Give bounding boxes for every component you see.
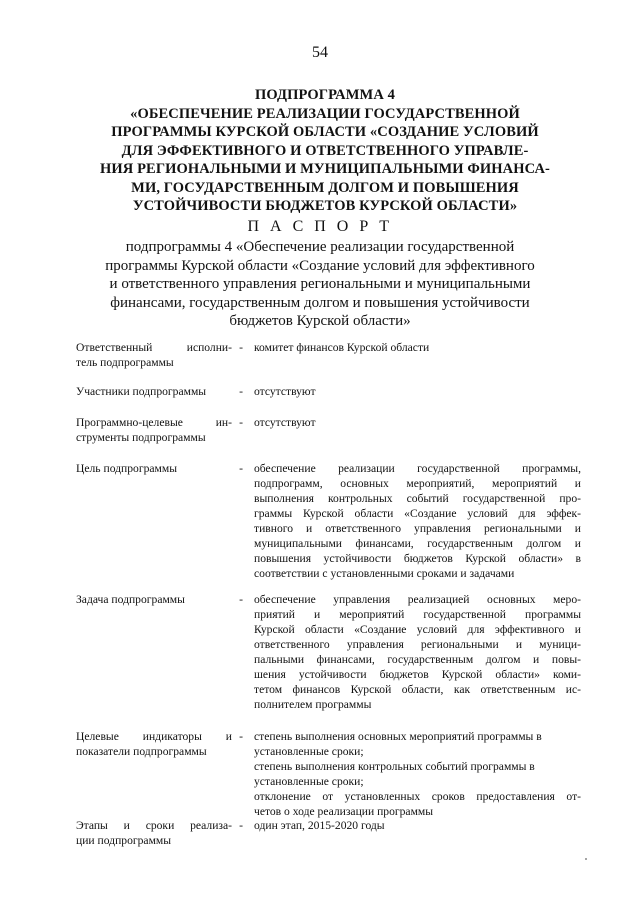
row-dash: - (239, 416, 243, 429)
row-label (76, 384, 232, 399)
row-label (76, 461, 232, 476)
passport-heading: П А С П О Р Т (247, 218, 393, 235)
row-label-line: показатели подпрограммы (76, 745, 207, 758)
row-value-line: приятий и мероприятий государственной программы (254, 608, 581, 621)
row-value-line: муниципальными финансами, государственным долгом и (254, 537, 581, 550)
row-value-line: обеспечение управления реализацией основных меро- (254, 593, 581, 606)
row-dash: - (239, 462, 243, 475)
row-label-line: Этапы и сроки реализа- (76, 819, 232, 832)
row-label-line: Цель подпрограммы (76, 462, 178, 475)
row-value (254, 818, 581, 833)
row-value-line: полнителем программы (254, 698, 372, 711)
title-line: МИ, ГОСУДАРСТВЕННЫМ ДОЛГОМ И ПОВЫШЕНИЯ (131, 179, 519, 196)
row-value (254, 729, 581, 819)
row-label-line: Программно-целевые ин- (76, 416, 232, 429)
row-value-line: ответственного управления региональными и муници- (254, 638, 581, 651)
row-value-line: тивного и ответственного управления региональными и (254, 522, 581, 535)
subtitle-line: программы Курской области «Создание условий для эффективного (105, 257, 535, 274)
row-label-line: Целевые индикаторы и (76, 730, 232, 743)
row-value-line: выполнения контрольных событий государственной про- (254, 492, 581, 505)
row-value (254, 415, 581, 430)
page-number: 54 (312, 44, 328, 61)
row-label-line: тель подпрограммы (76, 356, 174, 369)
row-value-line: тетом финансов Курской области, как ответственным ис- (254, 683, 581, 696)
subtitle-line: бюджетов Курской области» (229, 313, 411, 329)
row-value-line: комитет финансов Курской области (254, 341, 430, 354)
row-value-line: граммы Курской области «Создание условий для эффек- (254, 507, 581, 520)
title-line: ПРОГРАММЫ КУРСКОЙ ОБЛАСТИ «СОЗДАНИЕ УСЛОВИЙ (111, 124, 539, 140)
title-line: ДЛЯ ЭФФЕКТИВНОГО И ОТВЕТСТВЕННОГО УПРАВЛЕ- (121, 142, 529, 159)
row-value-line: повышения устойчивости бюджетов Курской области» в (254, 552, 581, 565)
scan-artifact (585, 858, 587, 860)
subprogram-title (90, 86, 560, 216)
subtitle-line: и ответственного управления региональными и муниципальными (109, 276, 531, 292)
row-value-line: Курской области «Создание условий для эффективного и (254, 623, 581, 636)
row-label-line: Ответственный исполни- (76, 341, 232, 354)
row-value (254, 340, 581, 355)
row-dash: - (239, 385, 243, 398)
row-value-line: установленные сроки; (254, 775, 364, 788)
row-label-line: Участники подпрограммы (76, 385, 207, 398)
row-label (76, 415, 232, 445)
row-dash: - (239, 341, 243, 354)
row-value (254, 461, 581, 581)
row-label-line: Задача подпрограммы (76, 593, 185, 606)
row-label-line: струменты подпрограммы (76, 431, 206, 444)
subtitle-line: финансами, государственным долгом и повышения устойчивости (110, 294, 530, 311)
row-value-line: шения устойчивости бюджетов Курской области» коми- (254, 668, 581, 681)
title-line: НИЯ РЕГИОНАЛЬНЫМИ И МУНИЦИПАЛЬНЫМИ ФИНАНСА- (100, 161, 550, 177)
row-value-line: пальными финансами, государственным долгом и повы- (254, 653, 581, 666)
title-line: УСТОЙЧИВОСТИ БЮДЖЕТОВ КУРСКОЙ ОБЛАСТИ» (132, 198, 518, 214)
row-value-line: степень выполнения основных мероприятий программы в (254, 730, 542, 743)
title-line: ПОДПРОГРАММА 4 (255, 87, 395, 103)
row-label (76, 592, 232, 607)
row-dash: - (239, 593, 243, 606)
subtitle-line: подпрограммы 4 «Обеспечение реализации государственной (125, 239, 515, 255)
row-value-line: четов о ходе реализации программы (254, 805, 434, 818)
row-label-line: ции подпрограммы (76, 834, 172, 847)
title-line: «ОБЕСПЕЧЕНИЕ РЕАЛИЗАЦИИ ГОСУДАРСТВЕННОЙ (130, 105, 520, 122)
row-value (254, 592, 581, 712)
row-value-line: степень выполнения контрольных событий программы в (254, 760, 535, 773)
row-dash: - (239, 730, 243, 743)
row-value-line: соответствии с установленными сроками и задачами (254, 567, 515, 580)
row-value-line: отклонение от установленных сроков предоставления от- (254, 790, 581, 803)
row-value-line: отсутствуют (254, 416, 316, 429)
row-label (76, 818, 232, 848)
row-value (254, 384, 581, 399)
row-label (76, 729, 232, 759)
row-value-line: отсутствуют (254, 385, 316, 398)
row-value-line: один этап, 2015-2020 годы (254, 819, 385, 832)
row-label (76, 340, 232, 370)
row-value-line: подпрограмм, основных мероприятий, мероприятий и (254, 477, 581, 490)
row-value-line: обеспечение реализации государственной программы, (254, 462, 581, 475)
row-dash: - (239, 819, 243, 832)
row-value-line: установленные сроки; (254, 745, 364, 758)
passport-subtitle (60, 238, 580, 331)
